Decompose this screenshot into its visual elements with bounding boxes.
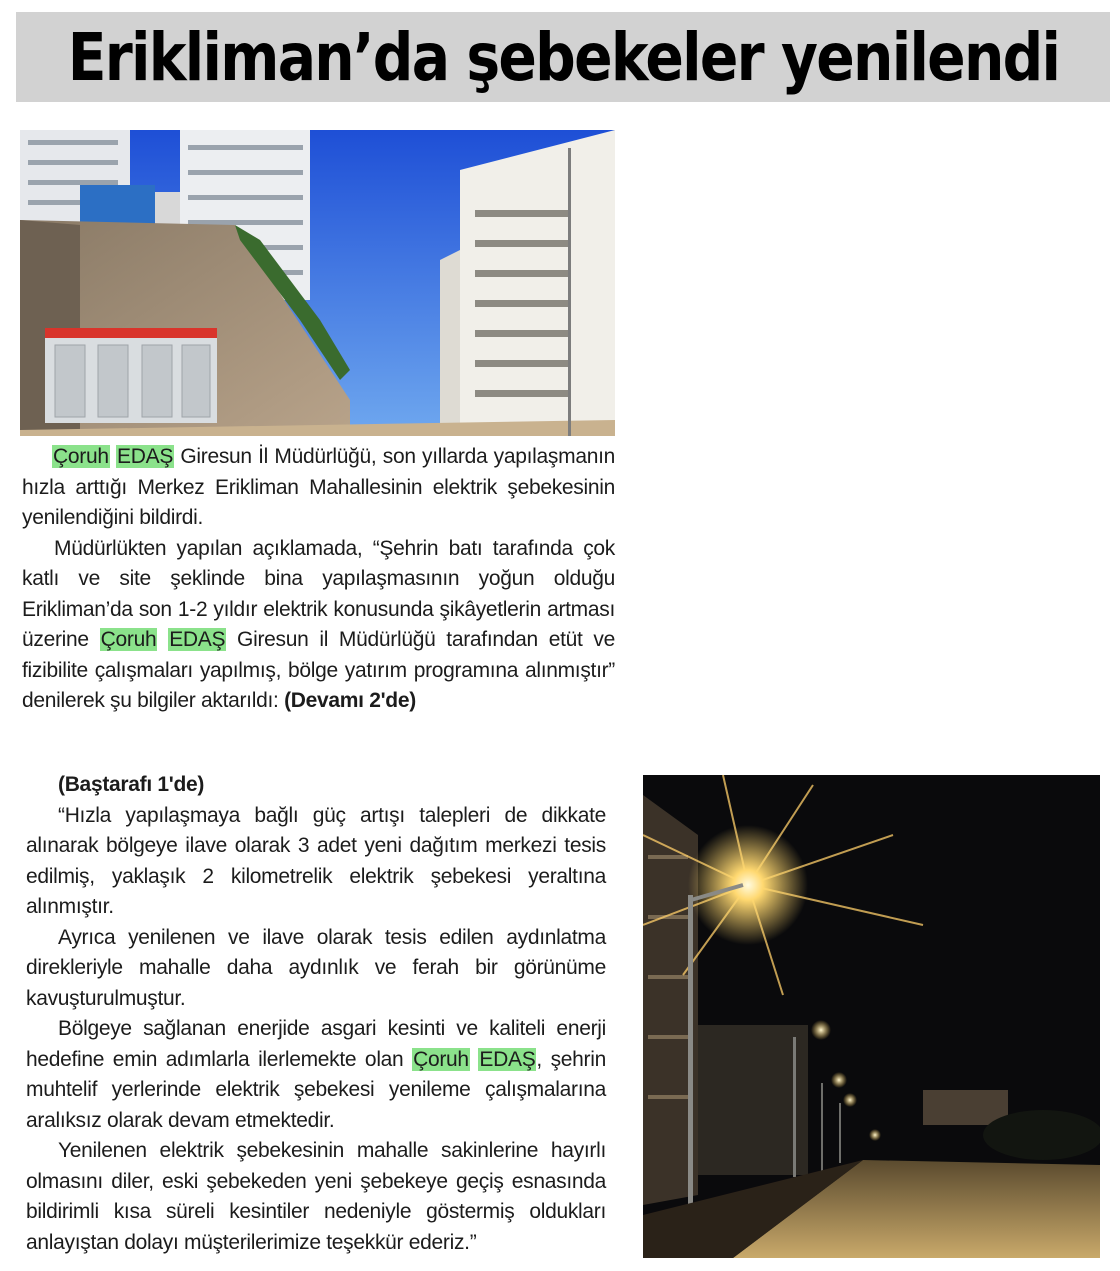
headline: Erikliman’da şebekeler yenilendi — [67, 18, 1059, 96]
company-name-coruh: Çoruh — [100, 628, 157, 651]
paragraph-4: Ayrıca yenilenen ve ilave olarak tesis edilen aydınlatma direkleriyle mahalle daha aydınlık ve ferah bir görünüme kavuşturulmuştur. — [26, 925, 606, 1010]
article-column-2 — [26, 770, 606, 1258]
paragraph-3: “Hızla yapılaşmaya bağlı güç artışı talepleri de dikkate alınarak bölgeye ilave olarak 3 adet yeni dağıtım merkezi tesis edilmiş, yaklaşık 2 kilometrelik elektrik şebekesi yeraltına alınmıştır. — [26, 803, 606, 918]
paragraph-2-text-b: Giresun il Müdürlüğü tarafından etüt ve fizibilite çalışmaları yapılmış, bölge yatırım programına alınmıştır” denilerek şu bilgiler aktarıldı: — [22, 628, 615, 712]
company-name-coruh: Çoruh — [53, 445, 109, 468]
headline-bar — [16, 12, 1110, 102]
photo-night-street-lights — [643, 775, 1100, 1258]
paragraph-5-text-a: Bölgeye sağlanan enerjide asgari kesinti ve kaliteli enerji hedefine emin adımlarla ilerlemekte olan — [26, 1017, 606, 1071]
photo-street-transformer — [20, 130, 615, 436]
company-name-edas: EDAŞ — [169, 628, 226, 651]
continuation-heading: (Baştarafı 1'de) — [58, 773, 205, 796]
company-name-edas: EDAŞ — [479, 1047, 536, 1071]
paragraph-5-text-b: , şehrin muhtelif yerlerinde elektrik şebekesi yenileme çalışmalarına aralıksız olarak devam etmektedir. — [26, 1047, 606, 1132]
continued-note: (Devamı 2'de) — [284, 689, 416, 712]
company-name-coruh: Çoruh — [413, 1047, 469, 1071]
paragraph-2 — [22, 534, 615, 717]
company-name-edas: EDAŞ — [117, 445, 174, 468]
paragraph-2-text-a: Müdürlükten yapılan açıklamada, “Şehrin batı tarafında çok katlı ve site şeklinde bina yapılaşmasının yoğun olduğu Erikliman’da son 1-2 yıldır elektrik konusunda şikâyetlerin artması üzerine — [22, 536, 615, 651]
article-column-1 — [22, 442, 615, 717]
paragraph-6: Yenilenen elektrik şebekesinin mahalle sakinlerine hayırlı olmasını diler, eski şebekeden yeni şebekeye geçiş esnasında bildirimli kısa süreli kesintiler nedeniyle göstermiş oldukları anlayıştan dolayı müşterilerimize teşekkür ederiz.” — [26, 1139, 606, 1254]
paragraph-1-text: Giresun İl Müdürlüğü, son yıllarda yapılaşmanın hızla arttığı Merkez Erikliman Mahallesinin elektrik şebekesinin yenilendiğini bildirdi. — [22, 445, 615, 529]
paragraph-5 — [26, 1014, 606, 1136]
paragraph-1 — [22, 442, 615, 534]
